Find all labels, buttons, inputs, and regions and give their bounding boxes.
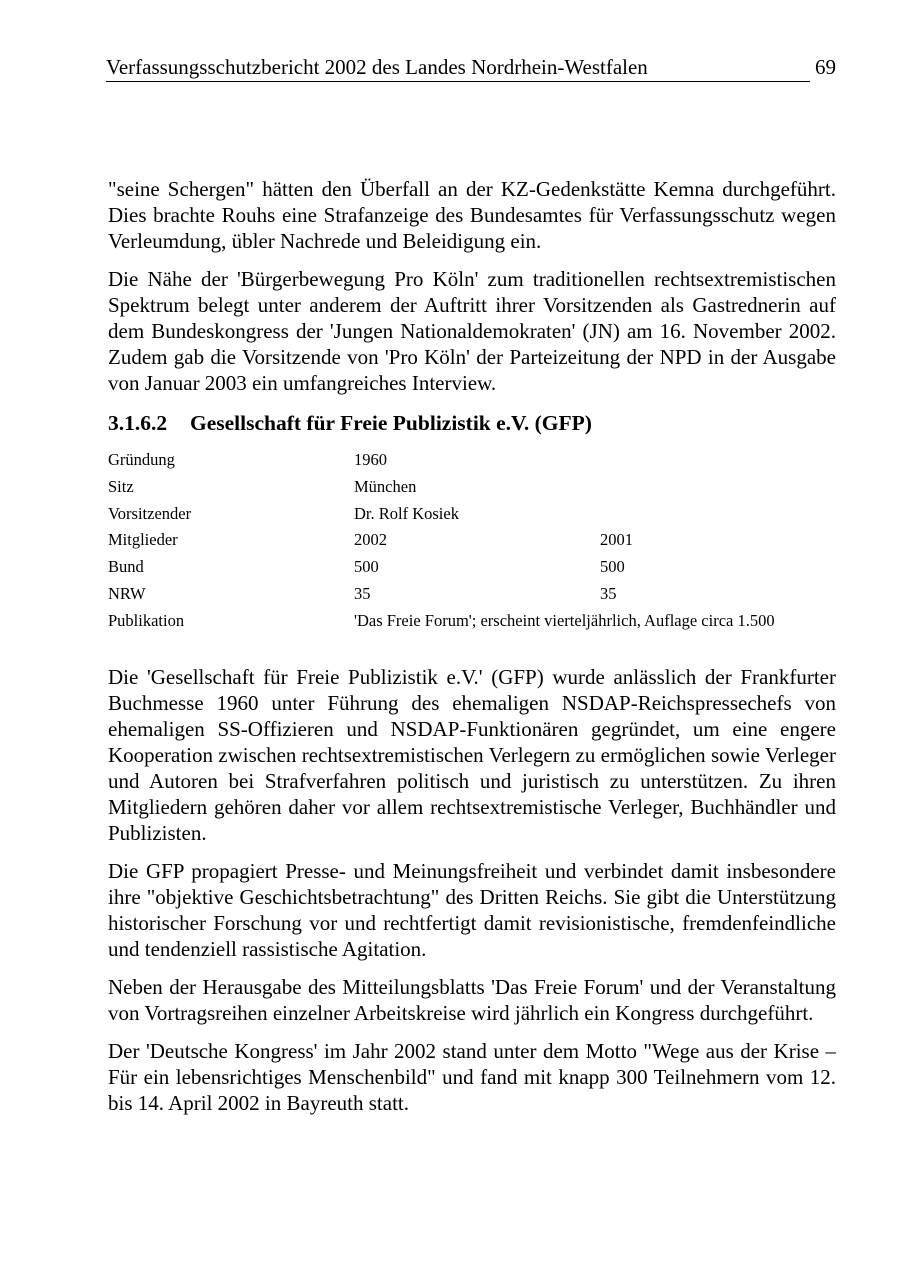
fact-row bbox=[108, 501, 836, 528]
fact-value-2: 500 bbox=[600, 557, 625, 577]
paragraph: Neben der Herausgabe des Mitteilungsblatts 'Das Freie Forum' und der Veranstaltung von Vortragsreihen einzelner Arbeitskreise wird jährlich ein Kongress durchgeführt. bbox=[108, 975, 836, 1025]
running-header bbox=[106, 52, 836, 84]
header-title: Verfassungsschutzbericht 2002 des Landes Nordrhein-Westfalen bbox=[106, 55, 648, 79]
fact-label: Publikation bbox=[108, 610, 185, 630]
fact-row bbox=[108, 608, 836, 635]
fact-row bbox=[108, 447, 836, 474]
fact-value: 500 bbox=[354, 557, 379, 577]
page-number: 69 bbox=[815, 55, 836, 79]
body-text-top bbox=[108, 176, 836, 408]
fact-label: Mitglieder bbox=[108, 530, 178, 550]
fact-label: NRW bbox=[108, 583, 146, 603]
fact-value: 35 bbox=[354, 583, 371, 603]
fact-row bbox=[108, 581, 836, 608]
fact-value: 1960 bbox=[354, 450, 387, 469]
fact-label: Gründung bbox=[108, 450, 175, 469]
fact-label: Vorsitzender bbox=[108, 503, 192, 523]
paragraph: "seine Schergen" hätten den Überfall an der KZ-Gedenkstätte Kemna durchgeführt. Dies brachte Rouhs eine Strafanzeige des Bundesamtes für Verfassungsschutz wegen Verleumdung, übler Nachrede und Beleidigung ein. bbox=[108, 177, 836, 253]
fact-value: 'Das Freie Forum'; erscheint vierteljährlich, Auflage circa 1.500 bbox=[354, 610, 775, 630]
fact-row bbox=[108, 554, 836, 581]
fact-value: Dr. Rolf Kosiek bbox=[354, 503, 459, 523]
header-rule bbox=[106, 81, 810, 82]
fact-row bbox=[108, 474, 836, 501]
fact-row bbox=[108, 527, 836, 554]
paragraph: Die GFP propagiert Presse- und Meinungsfreiheit und verbindet damit insbesondere ihre "objektive Geschichtsbetrachtung" des Dritten Reichs. Sie gibt die Unterstützung historischer Forschung vor und rechtfertigt damit revisionistische, fremdenfeindliche und tendenziell rassistische Agitation. bbox=[108, 859, 836, 961]
fact-value-2: 35 bbox=[600, 583, 617, 603]
paragraph: Der 'Deutsche Kongress' im Jahr 2002 stand unter dem Motto "Wege aus der Krise – Für ein lebensrichtiges Menschenbild" und fand mit knapp 300 Teilnehmern vom 12. bis 14. April 2002 in Bayreuth statt. bbox=[108, 1039, 836, 1115]
body-text-bottom bbox=[108, 664, 836, 1128]
paragraph: Die 'Gesellschaft für Freie Publizistik e.V.' (GFP) wurde anlässlich der Frankfurter Buchmesse 1960 unter Führung des ehemaligen NSDAP-Reichspressechefs von ehemaligen SS-Offizieren und NSDAP-Funktionären gegründet, um eine engere Kooperation zwischen rechtsextremistischen Verlegern zu ermöglichen sowie Verleger und Autoren bei Strafverfahren politisch und juristisch zu unterstützen. Zu ihren Mitgliedern gehören daher vor allem rechtsextremistische Verleger, Buchhändler und Publizisten. bbox=[108, 665, 836, 845]
fact-value: München bbox=[354, 476, 417, 496]
fact-value-2: 2001 bbox=[600, 530, 633, 550]
fact-label: Bund bbox=[108, 557, 144, 577]
fact-label: Sitz bbox=[108, 476, 134, 496]
fact-table bbox=[108, 447, 836, 635]
section-number: 3.1.6.2 bbox=[108, 411, 168, 435]
fact-value: 2002 bbox=[354, 530, 387, 550]
paragraph: Die Nähe der 'Bürgerbewegung Pro Köln' zum traditionellen rechtsextremistischen Spektrum belegt unter anderem der Auftritt ihrer Vorsitzenden als Gastrednerin auf dem Bundeskongress der 'Jungen Nationaldemokraten' (JN) am 16. November 2002. Zudem gab die Vorsitzende von 'Pro Köln' der Parteizeitung der NPD in der Ausgabe von Januar 2003 ein umfangreiches Interview. bbox=[108, 267, 836, 395]
section-title: Gesellschaft für Freie Publizistik e.V. (GFP) bbox=[190, 411, 592, 435]
section-heading bbox=[108, 409, 592, 437]
